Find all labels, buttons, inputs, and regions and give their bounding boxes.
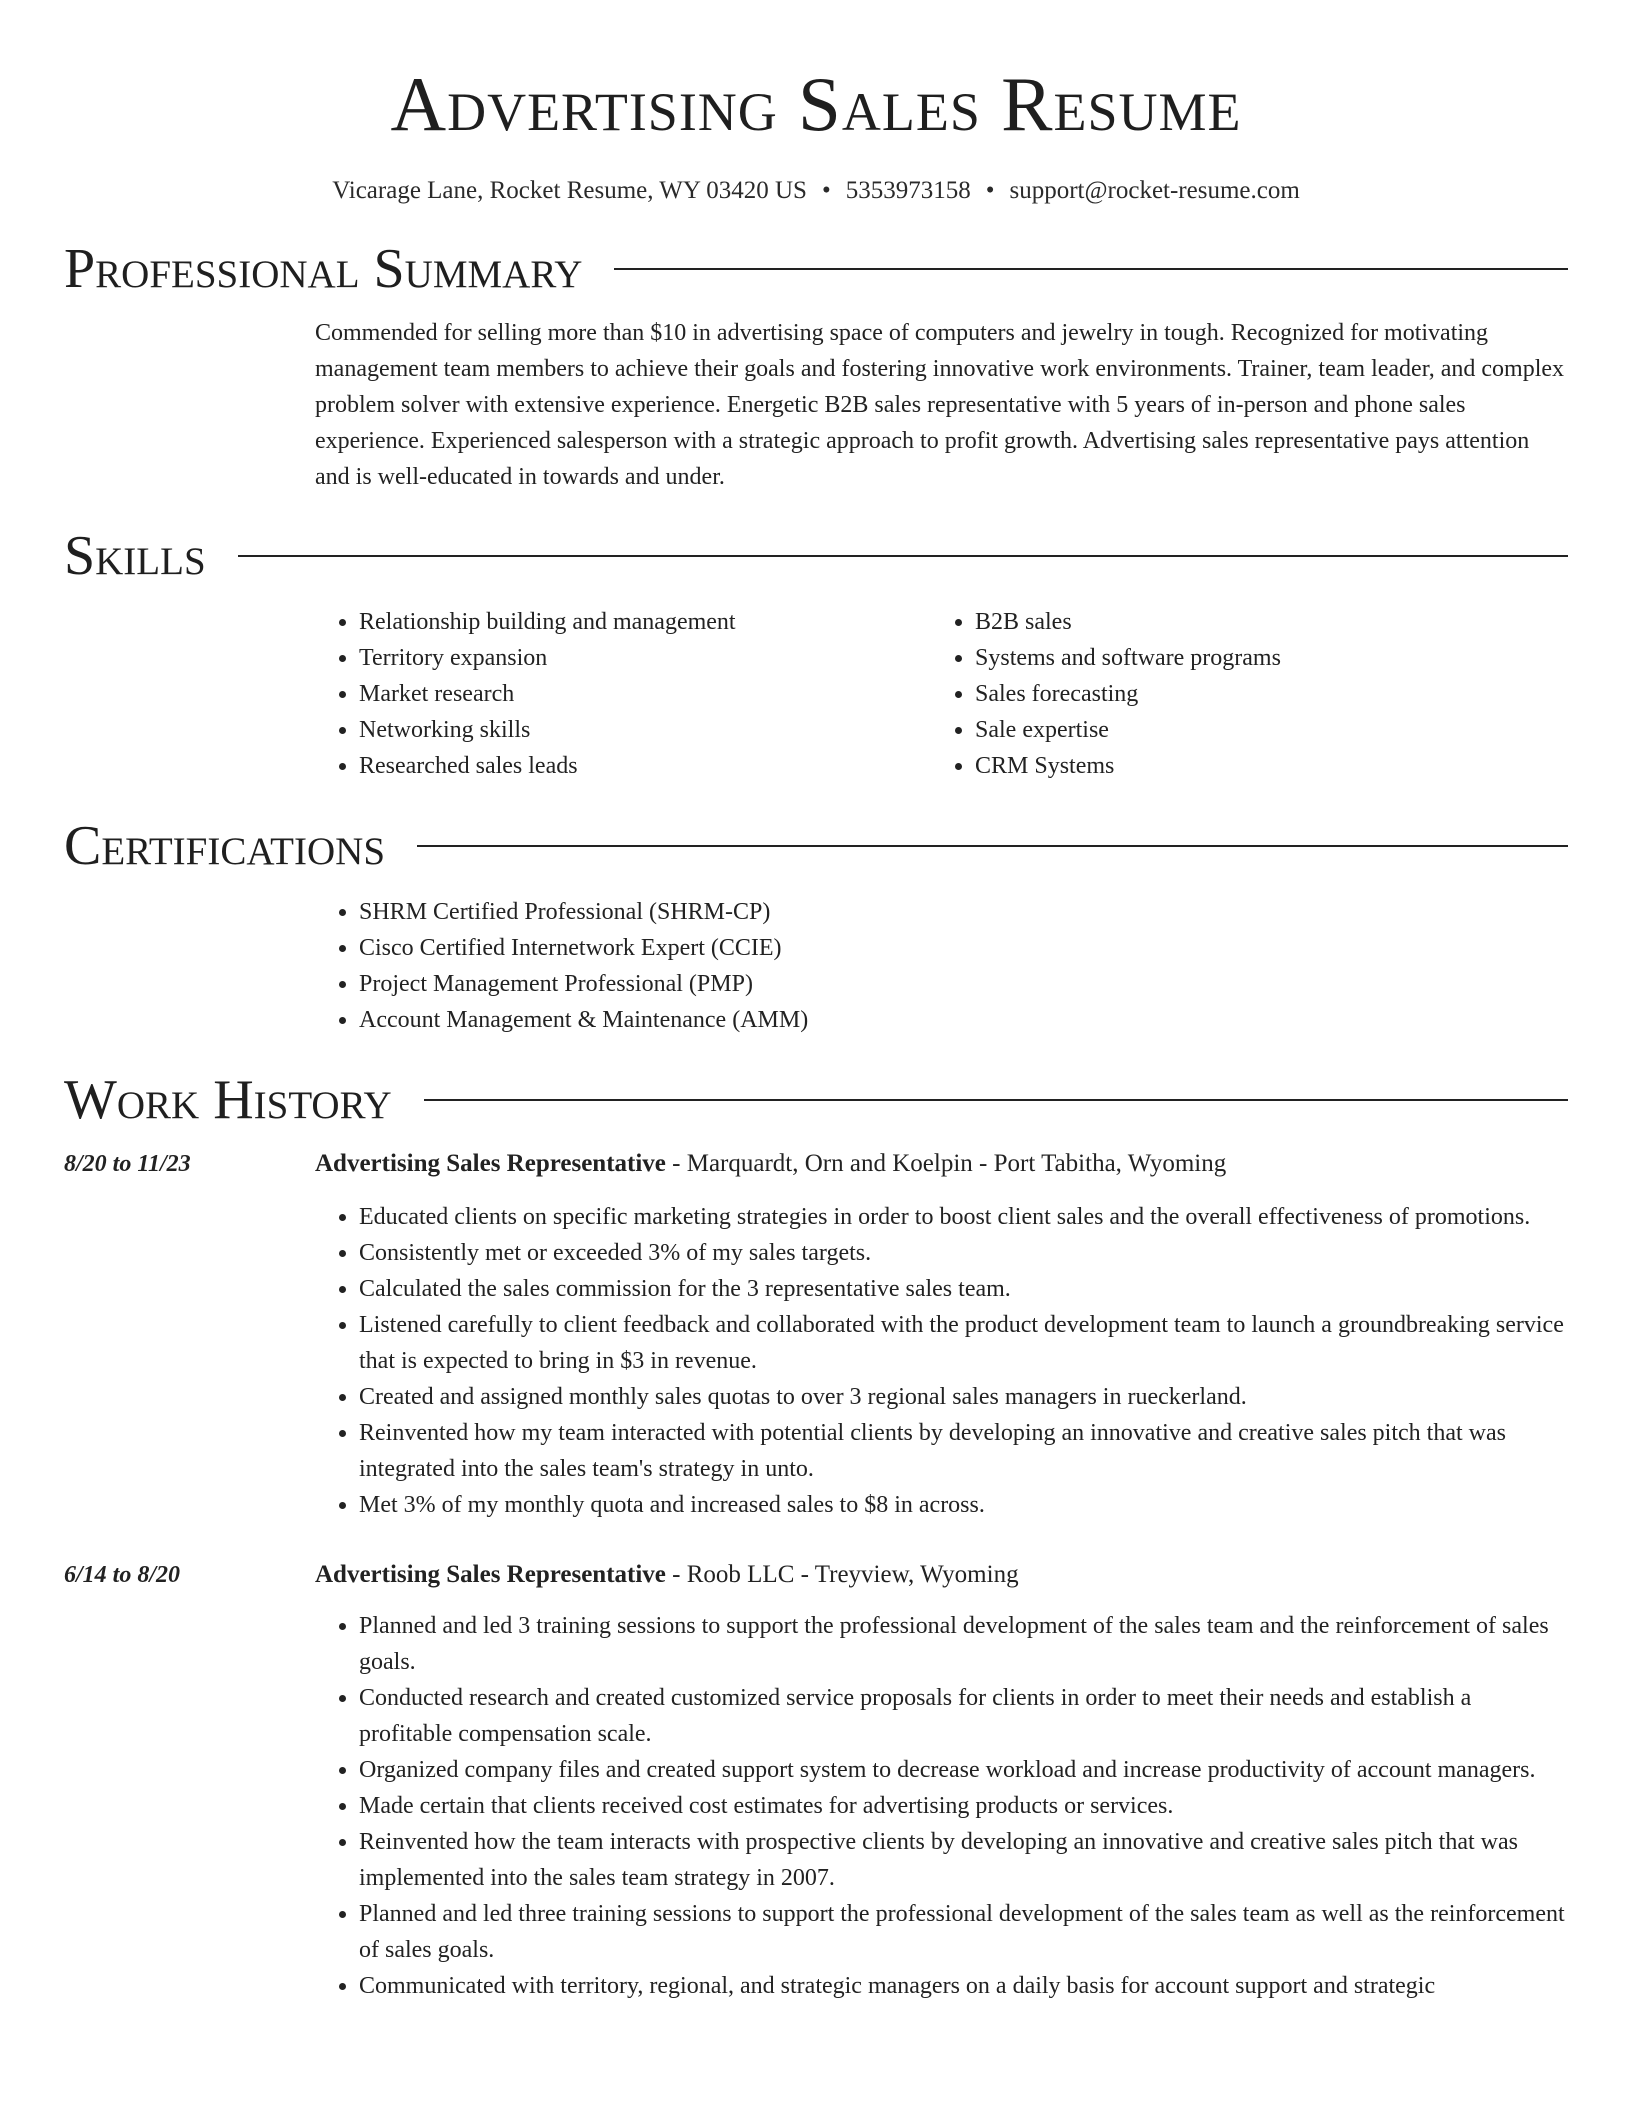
skills-column-left [315,604,931,784]
skill-item: • Sales forecasting [975,676,1547,712]
job-bullet: • Reinvented how the team interacts with prospective clients by developing an innovative and creative sales pitch that was implemented into the sales team strategy in 2007. [359,1824,1568,1896]
job-entry [64,1557,1568,2004]
contact-email: support@rocket-resume.com [1009,177,1300,204]
summary-section-header [64,237,1568,301]
job-entry [64,1146,1568,1523]
section-divider [424,1099,1568,1101]
certification-item: • Project Management Professional (PMP) [359,966,1568,1002]
skill-item: • Market research [359,676,931,712]
job-bullets [315,1199,1568,1523]
job-bullet: • Created and assigned monthly sales quotas to over 3 regional sales managers in rueckerland. [359,1379,1568,1415]
job-bullet: • Consistently met or exceeded 3% of my sales targets. [359,1235,1568,1271]
work-history-heading: Work History [64,1069,392,1131]
summary-body [315,315,1568,495]
contact-separator: • [821,177,831,204]
section-divider [417,845,1568,847]
job-bullet: • Met 3% of my monthly quota and increased sales to $8 in across. [359,1487,1568,1523]
job-details [315,1146,1568,1523]
certifications-list [315,894,1568,1038]
skill-item: • Researched sales leads [359,748,931,784]
job-title-line [315,1557,1568,1593]
job-bullet: • Educated clients on specific marketing strategies in order to boost client sales and the overall effectiveness of promotions. [359,1199,1568,1235]
job-role: Advertising Sales Representative [315,1150,666,1177]
job-dates: 8/20 to 11/23 [64,1151,191,1177]
certification-item: • Account Management & Maintenance (AMM) [359,1002,1568,1038]
contact-address: Vicarage Lane, Rocket Resume, WY 03420 US [332,177,807,204]
skill-item: • Relationship building and management [359,604,931,640]
skills-section-header [64,524,1568,588]
job-company: - Marquardt, Orn and Koelpin - Port Tabitha, Wyoming [665,1150,1227,1177]
job-bullets [315,1608,1568,2004]
job-bullet: • Organized company files and created support system to decrease workload and increase productivity of account managers. [359,1752,1568,1788]
skill-item: • Sale expertise [975,712,1547,748]
skills-list [315,604,1568,784]
job-bullet: • Planned and led three training sessions to support the professional development of the sales team as well as the reinforcement of sales goals. [359,1896,1568,1968]
job-bullet: • Planned and led 3 training sessions to support the professional development of the sales team and the reinforcement of sales goals. [359,1608,1568,1680]
skill-item: • CRM Systems [975,748,1547,784]
contact-line [64,175,1568,207]
skill-item: • Networking skills [359,712,931,748]
certifications-section-header [64,814,1568,878]
certification-item: • Cisco Certified Internetwork Expert (CCIE) [359,930,1568,966]
summary-heading: Professional Summary [64,238,583,300]
job-title-line [315,1146,1568,1182]
skill-item: • Systems and software programs [975,640,1547,676]
certifications-heading: Certifications [64,815,386,877]
job-company: - Roob LLC - Treyview, Wyoming [665,1561,1019,1588]
skills-heading: Skills [64,525,206,587]
skill-item: • Territory expansion [359,640,931,676]
section-divider [614,268,1568,270]
contact-phone: 5353973158 [845,177,971,204]
resume-page [64,0,1568,2004]
section-divider [238,555,1568,557]
resume-title: Advertising Sales Resume [390,61,1242,147]
job-bullet: • Calculated the sales commission for the 3 representative sales team. [359,1271,1568,1307]
job-details [315,1557,1568,2004]
summary-text: Commended for selling more than $10 in advertising space of computers and jewelry in tough. Recognized for motivating management team members to achieve their goals and fostering innovative work environments. Trainer, team leader, and complex problem solver with extensive experience. Energetic B2B sales representative with 5 years of in-person and phone sales experience. Experienced salesperson with a strategic approach to profit growth. Advertising sales representative pays attention and is well-educated in towards and under. [315,320,1565,490]
contact-separator: • [985,177,995,204]
job-dates: 6/14 to 8/20 [64,1562,181,1588]
skill-item: • B2B sales [975,604,1547,640]
job-bullet: • Communicated with territory, regional, and strategic managers on a daily basis for account support and strategic [359,1968,1568,2004]
skills-column-right [931,604,1547,784]
work-history-section-header [64,1068,1568,1132]
job-bullet: • Reinvented how my team interacted with potential clients by developing an innovative and creative sales pitch that was integrated into the sales team's strategy in unto. [359,1415,1568,1487]
job-bullet: • Listened carefully to client feedback and collaborated with the product development team to launch a groundbreaking service that is expected to bring in $3 in revenue. [359,1307,1568,1379]
certification-item: • SHRM Certified Professional (SHRM-CP) [359,894,1568,930]
job-bullet: • Made certain that clients received cost estimates for advertising products or services. [359,1788,1568,1824]
job-bullet: • Conducted research and created customized service proposals for clients in order to meet their needs and establish a profitable compensation scale. [359,1680,1568,1752]
job-role: Advertising Sales Representative [315,1561,666,1588]
